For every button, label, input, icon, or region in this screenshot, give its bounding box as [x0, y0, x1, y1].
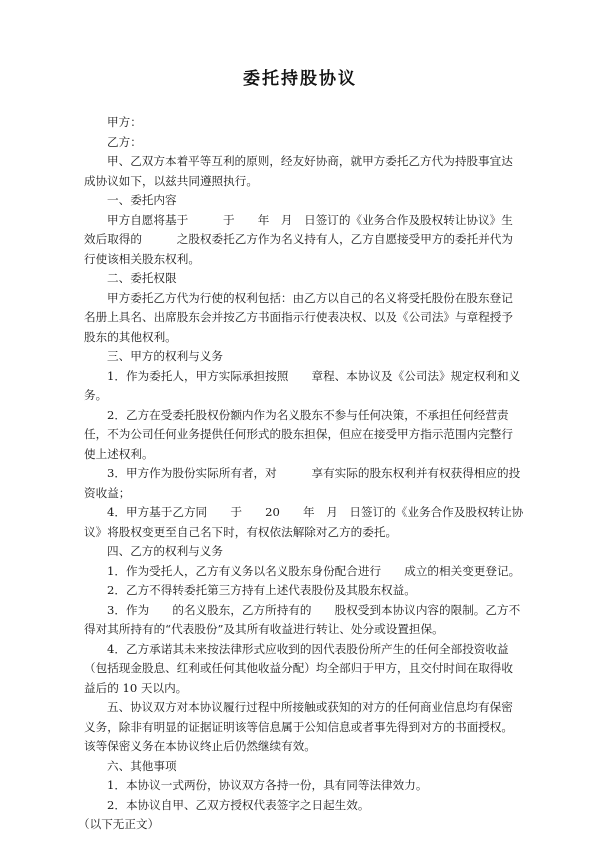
party-a-line: 甲方： [107, 115, 142, 129]
section-6-heading: 六、其他事项 [107, 758, 177, 773]
section-5-paragraph: 五、协议双方对本协议履行过程中所接触或获知的对方的任何商业信息均有保密义务，除非有明显的证据证明该等信息属于公知信息或者事先得到对方的书面授权。该等保密义务在本协议终止后仍然继续有效。 [84, 700, 513, 753]
document-body [78, 113, 524, 835]
intro-paragraph: 甲、乙双方本着平等互利的原则，经友好协商，就甲方委托乙方代为持股事宜达成协议如下，以兹共同遵照执行。 [84, 154, 513, 188]
ending-note: （以下无正文） [78, 817, 160, 831]
section-2-paragraph: 甲方委托乙方代为行使的权利包括：由乙方以自己的名义将受托股份在股东登记名册上具名、出席股东会并按乙方书面指示行使表决权、以及《公司法》与章程授予股东的其他权利。 [84, 290, 513, 344]
section-4-item-2: 2．乙方不得转委托第三方持有上述代表股份及其股东权益。 [107, 583, 416, 597]
section-1-heading: 一、委托内容 [107, 193, 177, 207]
section-4-item-4: 4．乙方承诺其未来按法律形式应收到的因代表股份所产生的任何全部投资收益（包括现金股息、红利或任何其他收益分配）均全部归于甲方，且交付时间在取得收益后的 10 天以内。 [84, 641, 513, 695]
section-3-item-1: 1．作为委托人，甲方实际承担按照 章程、本协议及《公司法》规定权利和义务。 [84, 368, 521, 402]
party-b-line: 乙方： [107, 134, 142, 149]
section-3-item-3: 3．甲方作为股份实际所有者，对 享有实际的股东权利并有权获得相应的投资收益； [84, 466, 521, 500]
section-6-item-2: 2．本协议自甲、乙双方授权代表签字之日起生效。 [107, 797, 370, 812]
section-3-heading: 三、甲方的权利与义务 [107, 349, 223, 363]
section-4-heading: 四、乙方的权利与义务 [107, 544, 223, 558]
section-2-heading: 二、委托权限 [107, 271, 177, 285]
section-3-item-2: 2．乙方在受委托股权份额内作为名义股东不参与任何决策，不承担任何经营责任，不为公司任何业务提供任何形式的股东担保，但应在接受甲方指示范围内完整行使上述权利。 [84, 407, 513, 461]
section-4-item-3: 3．作为 的名义股东，乙方所持有的 股权受到本协议内容的限制。乙方不得对其所持有的“代表股份”及其所有收益进行转让、处分或设置担保。 [84, 602, 521, 636]
document-title: 委托持股协议 [243, 69, 357, 89]
section-1-paragraph: 甲方自愿将基于 于 年 月 日签订的《业务合作及股权转让协议》生效后取得的 之股权委托乙方作为名义持有人，乙方自愿接受甲方的委托并代为行使该相关股东权利。 [84, 212, 513, 266]
section-6-item-1: 1．本协议一式两份，协议双方各持一份，具有同等法律效力。 [107, 778, 428, 792]
section-3-item-4: 4．甲方基于乙方同 于 20 年 月 日签订的《业务合作及股权转让协议》将股权变更至自己名下时，有权依法解除对乙方的委托。 [84, 505, 524, 539]
section-4-item-1: 1．作为受托人，乙方有义务以名义股东身份配合进行 成立的相关变更登记。 [107, 563, 521, 578]
